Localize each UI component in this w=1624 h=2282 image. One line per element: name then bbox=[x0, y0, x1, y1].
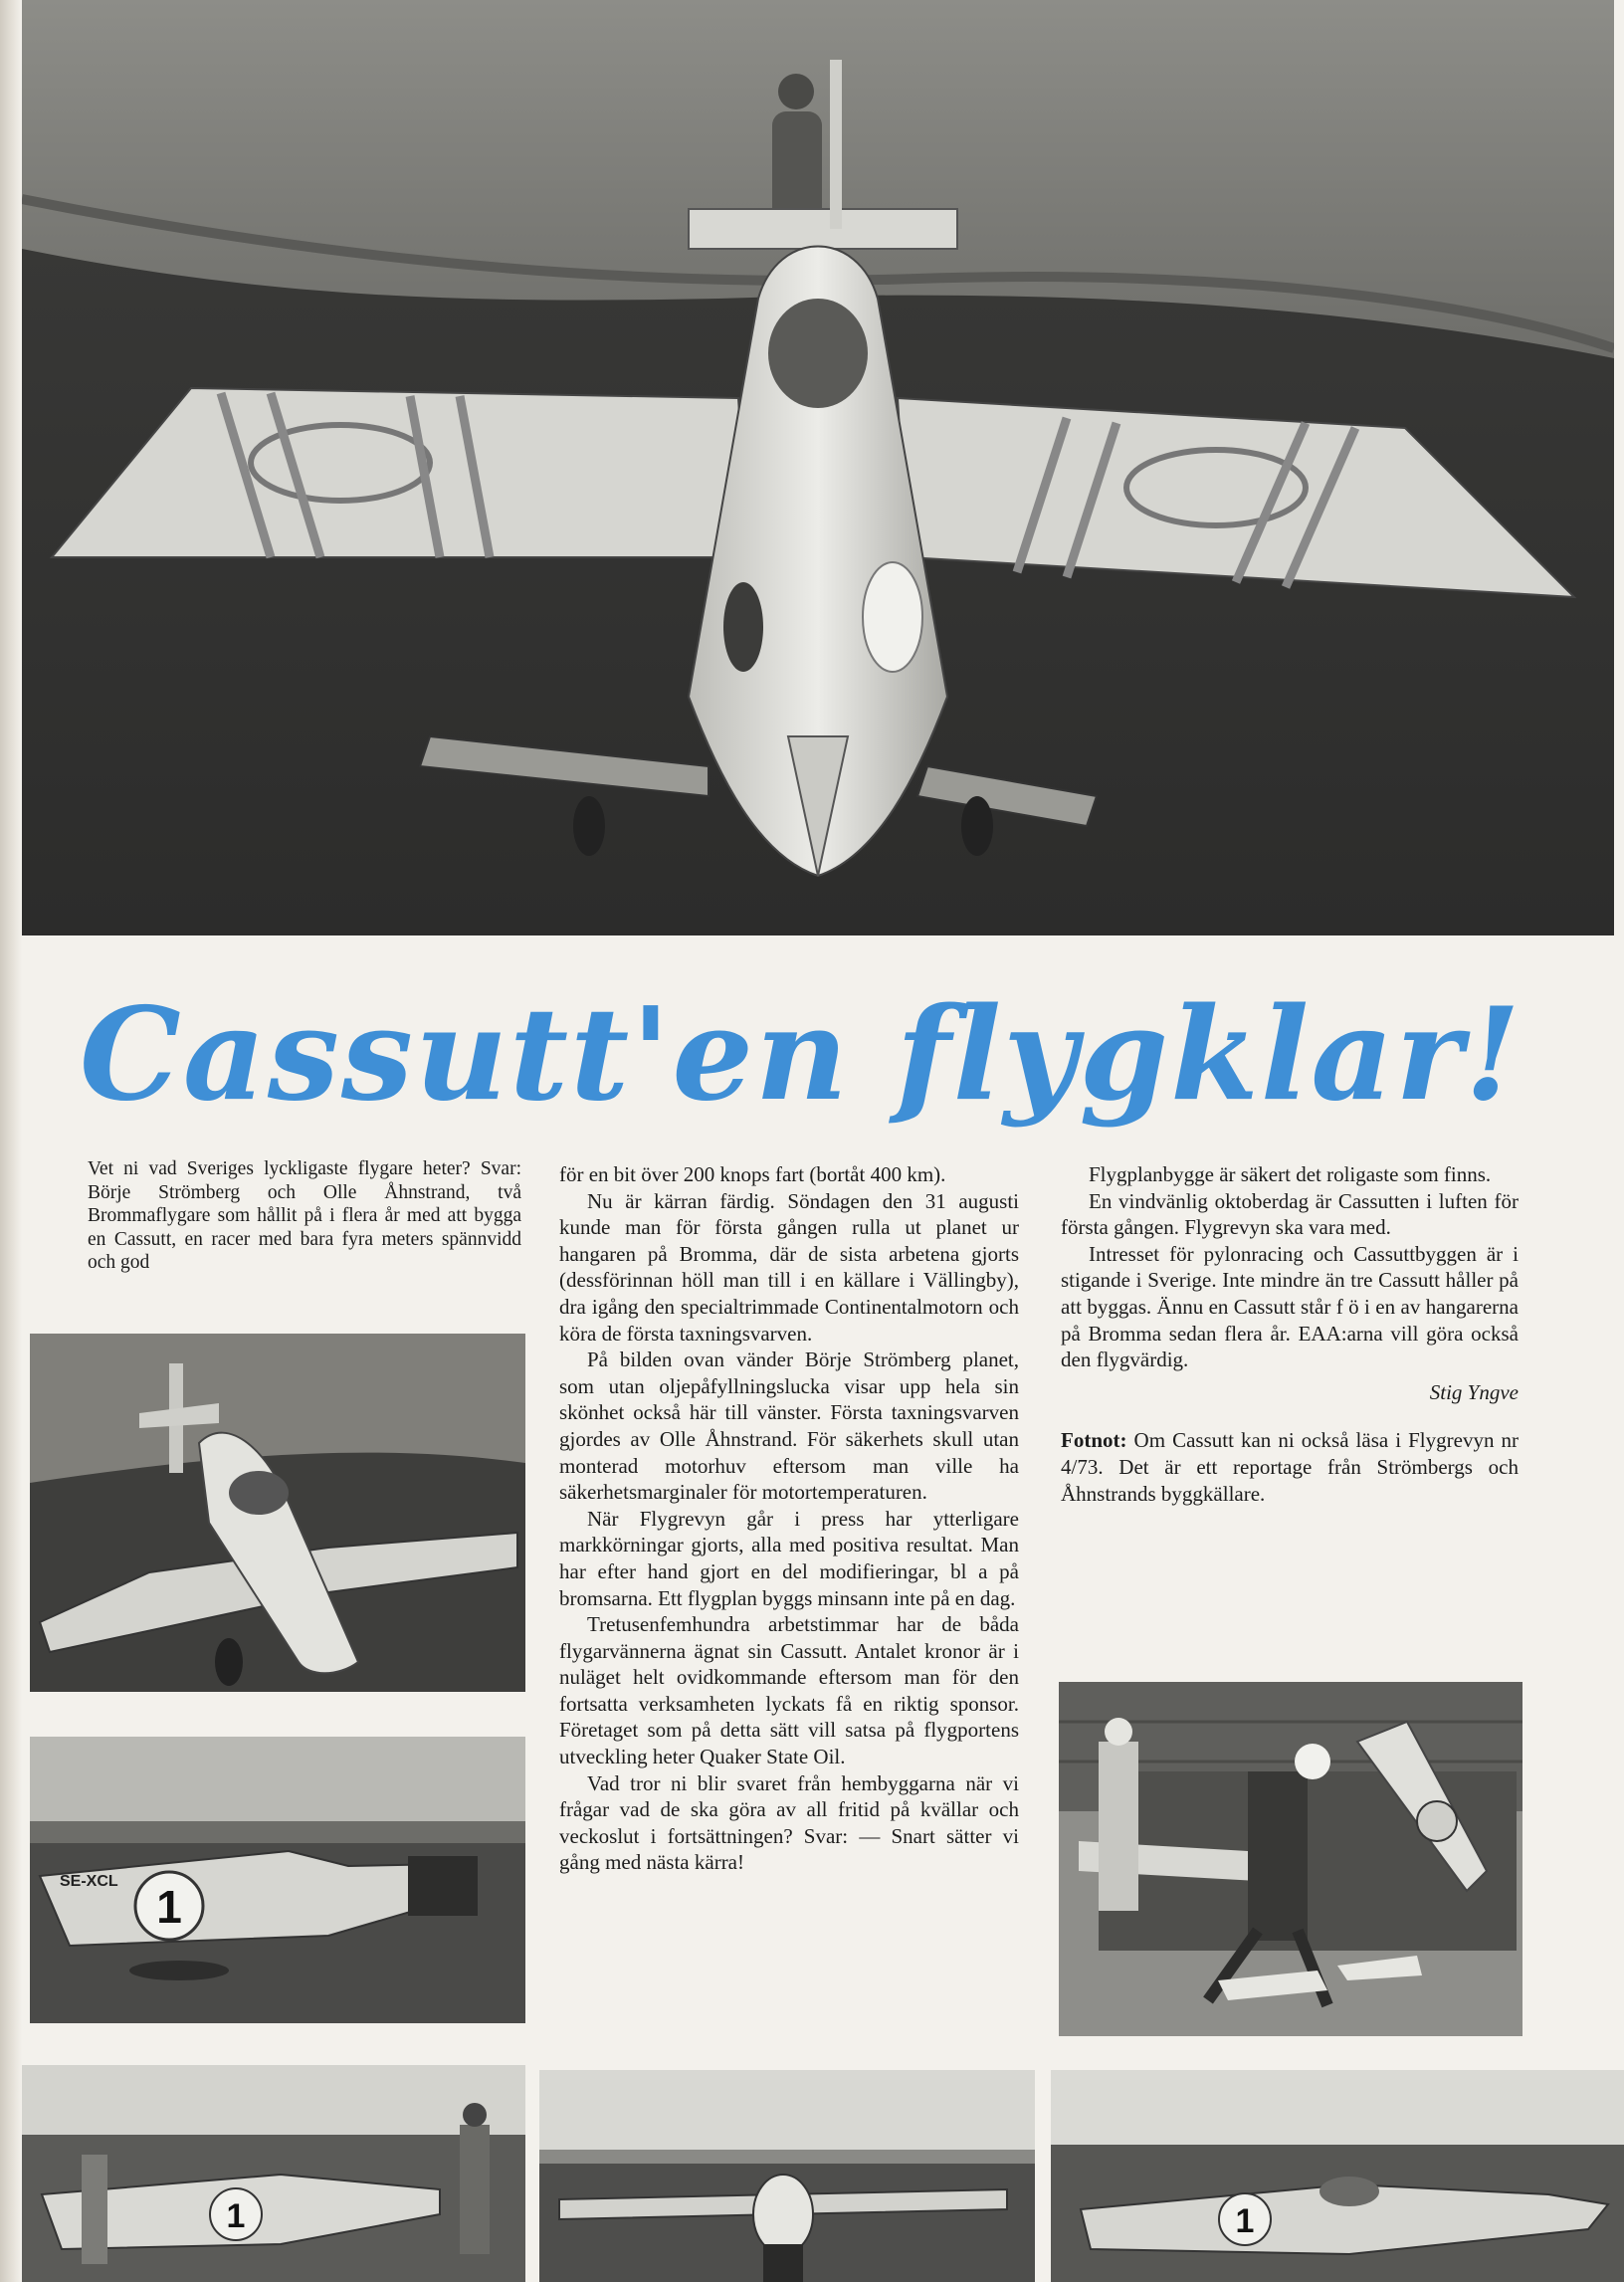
photo-right-mid bbox=[1059, 1682, 1522, 2036]
col3-paragraph-2: En vindvänlig oktoberdag är Cassutten i luften för första gången. Flygrevyn ska vara med. bbox=[1061, 1188, 1519, 1240]
right-column bbox=[1061, 1161, 1519, 1507]
footnote-text: Om Cassutt kan ni också läsa i Flygrevyn nr 4/73. Det är ett reportage från Strömbergs och Åhnstrands byggkällare. bbox=[1061, 1428, 1519, 1506]
photo-bottom-3 bbox=[1051, 2070, 1624, 2282]
registration-left: SE-XCL bbox=[60, 1873, 118, 1890]
middle-column bbox=[559, 1161, 1019, 1876]
col2-paragraph-5: Tretusenfemhundra arbetstimmar har de båda flygarvännerna ägnat sin Cassutt. Antalet kronor är i nuläget helt ovidkommande eftersom man för den fortsatta verksamheten lyckats få en riktig sponsor. Företaget som på detta sätt vill satsa på flygportens utveckling heter Quaker State Oil. bbox=[559, 1612, 1019, 1769]
byline: Stig Yngve bbox=[1429, 1379, 1519, 1404]
hero-photo bbox=[22, 0, 1614, 935]
race-number-bottom-1: 1 bbox=[226, 2197, 246, 2235]
col2-paragraph-2: Nu är kärran färdig. Söndagen den 31 augusti kunde man för första gången rulla ut planet ur hangaren på Bromma, där de sista arbetena gjorts (dessförinnan höll man till i en källare i Vällingby), dra igång den specialtrimmade Continentalmotorn och köra de första taxningsvarven. bbox=[559, 1188, 1019, 1346]
col3-paragraph-3: Intresset för pylonracing och Cassuttbyggen är i stigande i Sverige. Inte mindre än tre Cassutt håller på att byggas. Ännu en Cassutt står f ö i en av hangarerna på Bromma sedan flera år. EAA:arna vill göra också den flygvärdig. bbox=[1061, 1241, 1519, 1372]
footnote bbox=[1061, 1427, 1519, 1507]
col2-paragraph-1: för en bit över 200 knops fart (bortåt 400 km). bbox=[559, 1162, 946, 1186]
photo-bottom-1 bbox=[22, 2065, 525, 2282]
page-spine bbox=[0, 0, 22, 2282]
intro-column bbox=[88, 1157, 521, 1275]
intro-paragraph: Vet ni vad Sveriges lyckligaste flygare heter? Svar: Börje Strömberg och Olle Åhnstrand, två Brommaflygare som hållit på i flera år med att bygga en Cassutt, en racer med bara fyra meters spännvidd och god bbox=[88, 1158, 521, 1273]
col2-paragraph-6: Vad tror ni blir svaret från hembyggarna när vi frågar vad de ska göra av all fritid på kvällar och veckoslut i fortsättningen? Svar: — Snart sätter vi gång med nästa kärra! bbox=[559, 1770, 1019, 1875]
photo-bottom-2 bbox=[539, 2070, 1035, 2282]
article-title: Cassutt'en flygklar! bbox=[80, 980, 1522, 1130]
photo-left-top bbox=[30, 1334, 525, 1692]
col2-paragraph-3: På bilden ovan vänder Börje Strömberg planet, som utan oljepåfyllningslucka visar upp hela sin skönhet också här till vänster. Första taxningsvarven gjordes av Olle Åhnstrand. För säkerhets skull utan monterad motorhuv eftersom man ville ha säkerhetsmarginaler för motortemperaturen. bbox=[559, 1348, 1019, 1505]
race-number-bottom-3: 1 bbox=[1235, 2202, 1255, 2240]
col3-paragraph-1: Flygplanbygge är säkert det roligaste som finns. bbox=[1089, 1162, 1492, 1186]
photo-left-mid bbox=[30, 1737, 525, 2023]
footnote-label: Fotnot: bbox=[1061, 1428, 1127, 1453]
race-number-left: 1 bbox=[156, 1881, 182, 1933]
col2-paragraph-4: När Flygrevyn går i press har ytterligare markkörningar gjorts, alla med positiva resultat. Man har efter hand gjort en del modifieringar, bl a på bromsarna. Ett flygplan byggs minsann inte på en dag. bbox=[559, 1506, 1019, 1610]
